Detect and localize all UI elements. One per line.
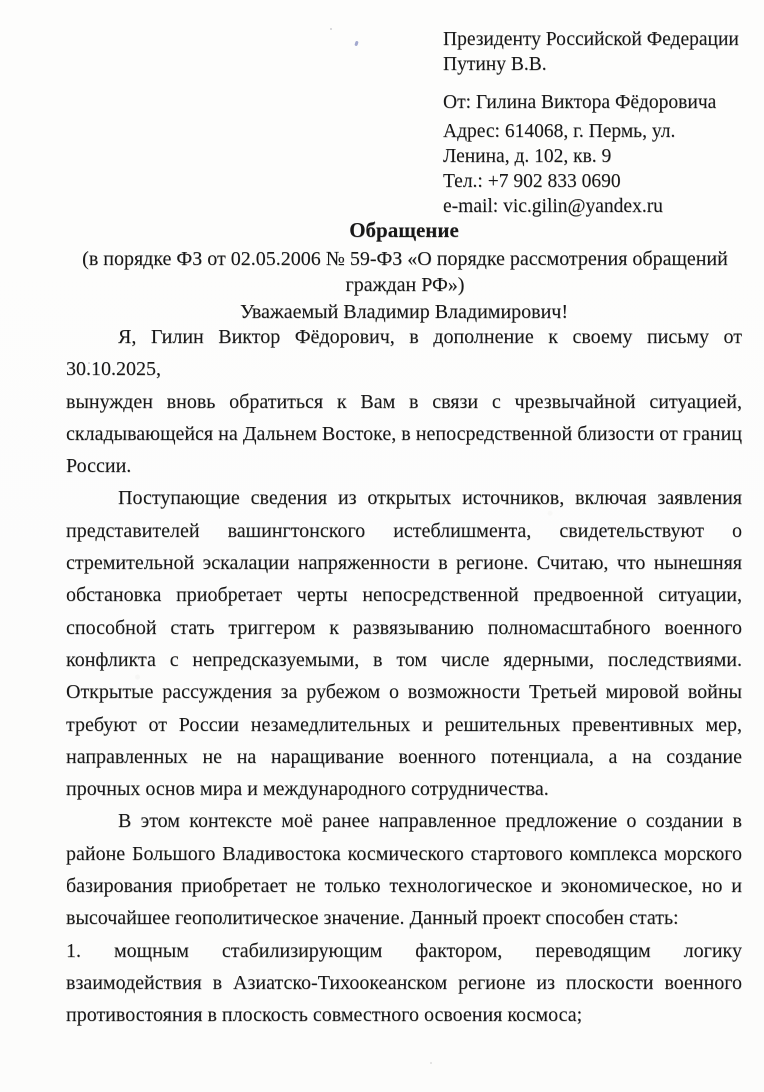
- body-line: направленных не на наращивание военного потенциала, а на создание: [66, 745, 742, 768]
- document-subtitle-line-2: граждан РФ»): [345, 274, 465, 296]
- body-line: противостояния в плоскость совместного освоения космоса;: [66, 1004, 583, 1027]
- body-line: России.: [66, 455, 132, 478]
- body-line: конфликта с непредсказуемыми, в том числе ядерными, последствиями.: [66, 648, 742, 671]
- sender-phone-line: Тел.: +7 902 833 0690: [443, 171, 621, 192]
- scan-speck: [354, 41, 358, 47]
- scan-speck: [430, 1062, 432, 1064]
- body-line: требуют от России незамедлительных и решительных превентивных мер,: [66, 713, 742, 736]
- body-line: 1. мощным стабилизирующим фактором, переводящим логику: [66, 939, 742, 962]
- body-line: районе Большого Владивостока космического стартового комплекса морского: [66, 842, 742, 865]
- body-line: взаимодействия в Азиатско-Тихоокеанском регионе из плоскости военного: [66, 971, 742, 994]
- body-line: высочайшее геополитическое значение. Данный проект способен стать:: [66, 907, 679, 930]
- body-line: базирования приобретает не только технологическое и экономическое, но и: [66, 875, 742, 898]
- body-line: складывающейся на Дальнем Востоке, в непосредственной близости от границ: [66, 422, 742, 445]
- body-line: вынужден вновь обратиться к Вам в связи с чрезвычайной ситуацией,: [66, 390, 742, 413]
- sender-from-line: От: Гилина Виктора Фёдоровича: [443, 92, 717, 113]
- recipient-sender-block: [443, 27, 748, 219]
- letter-body: [66, 321, 742, 1032]
- body-line: способной стать триггером к развязыванию полномасштабного военного: [66, 616, 742, 639]
- sender-address-line-2: Ленина, д. 102, кв. 9: [443, 146, 612, 167]
- scan-speck: [330, 28, 332, 30]
- body-line: Я, Гилин Виктор Фёдорович, в дополнение к своему письму от 30.10.2025,: [66, 326, 742, 381]
- sender-email-line: e-mail: vic.gilin@yandex.ru: [443, 196, 663, 217]
- sender-address-line-1: Адрес: 614068, г. Пермь, ул.: [443, 121, 676, 142]
- body-line: Открытые рассуждения за рубежом о возможности Третьей мировой войны: [66, 681, 742, 704]
- document-title: Обращение: [349, 218, 459, 242]
- salutation: Уважаемый Владимир Владимирович!: [239, 301, 569, 323]
- document-subtitle-line-1: (в порядке ФЗ от 02.05.2006 № 59-ФЗ «О порядке рассмотрения обращений: [82, 248, 728, 270]
- body-line: В этом контексте моё ранее направленное предложение о создании в: [118, 810, 742, 833]
- body-line: стремительной эскалации напряженности в регионе. Считаю, что нынешняя: [66, 552, 742, 575]
- body-line: представителей вашингтонского истеблишмента, свидетельствуют о: [66, 519, 742, 542]
- body-line: прочных основ мира и международного сотрудничества.: [66, 778, 549, 801]
- body-line: обстановка приобретает черты непосредственной предвоенной ситуации,: [66, 584, 742, 607]
- body-line: Поступающие сведения из открытых источников, включая заявления: [118, 487, 742, 510]
- recipient-line-2: Путину В.В.: [443, 54, 547, 75]
- recipient-line-1: Президенту Российской Федерации: [443, 29, 739, 50]
